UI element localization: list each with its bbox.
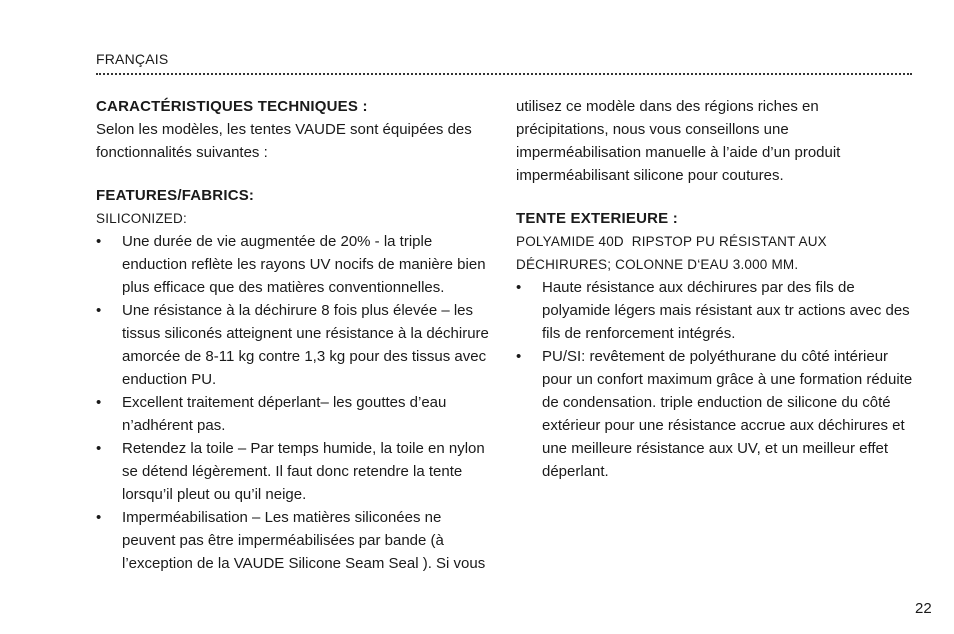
bullet-icon: • [516, 279, 522, 296]
list-item-text: Imperméabilisation – Les matières siliconées ne peuvent pas être imperméabilisées par bande (à l’exception de la VAUDE Silicone Seam Seal ). Si vous [122, 509, 486, 572]
list-item [516, 345, 914, 483]
right-column [516, 95, 914, 483]
bullet-icon: • [96, 302, 102, 319]
list-item [96, 437, 496, 506]
fabric-spec: POLYAMIDE 40D RIPSTOP PU RÉSISTANT AUX DÉCHIRURES; COLONNE D‘EAU 3.000 MM. [516, 234, 831, 272]
bullet-icon: • [96, 509, 102, 526]
bullet-icon: • [96, 394, 102, 411]
list-item-text: Haute résistance aux déchirures par des fils de polyamide légers mais résistant aux tr actions avec des fils de renforcement intégrés. [542, 279, 910, 342]
siliconized-list [96, 230, 496, 575]
continuation-text: utilisez ce modèle dans des régions riches en précipitations, nous vous conseillons une imperméabilisation manuelle à l’aide d’un produit imperméabilisant silicone pour coutures. [516, 98, 841, 184]
list-item [96, 506, 496, 575]
list-item-text: Excellent traitement déperlant– les gouttes d’eau n’adhérent pas. [122, 394, 447, 434]
bullet-icon: • [96, 440, 102, 457]
list-item [96, 299, 496, 391]
left-column [96, 95, 496, 575]
list-item [516, 276, 914, 345]
bullet-icon: • [516, 348, 522, 365]
list-item-text: Une durée de vie augmentée de 20% - la triple enduction reflète les rayons UV nocifs de manière bien plus efficace que des matières conventionnelles. [122, 233, 486, 296]
page-number: 22 [915, 600, 932, 617]
language-label: FRANÇAIS [96, 51, 169, 67]
list-item-text: Retendez la toile – Par temps humide, la toile en nylon se détend légèrement. Il faut donc retendre la tente lorsqu’il pleut ou qu’il neige. [122, 440, 485, 503]
list-item-text: Une résistance à la déchirure 8 fois plus élevée – les tissus siliconés atteignent une résistance à la déchirure amorcée de 8-11 kg contre 1,3 kg pour des tissus avec enduction PU. [122, 302, 489, 388]
siliconized-subheading: SILICONIZED: [96, 211, 187, 226]
dotted-divider [96, 73, 912, 75]
outer-tent-list [516, 276, 914, 483]
list-item-text: PU/SI: revêtement de polyéthurane du côté intérieur pour un confort maximum grâce à une formation réduite de condensation. triple enduction de silicone du côté extérieur pour une résistance accrue aux déchirures et une meilleure résistance aux UV, et un meilleur effet déperlant. [542, 348, 913, 480]
outer-tent-heading: TENTE EXTERIEURE : [516, 210, 678, 227]
list-item [96, 391, 496, 437]
features-fabrics-heading: FEATURES/FABRICS: [96, 187, 255, 204]
list-item [96, 230, 496, 299]
technical-features-heading: CARACTÉRISTIQUES TECHNIQUES : [96, 98, 368, 115]
intro-text: Selon les modèles, les tentes VAUDE sont équipées des fonctionnalités suivantes : [96, 121, 472, 161]
bullet-icon: • [96, 233, 102, 250]
